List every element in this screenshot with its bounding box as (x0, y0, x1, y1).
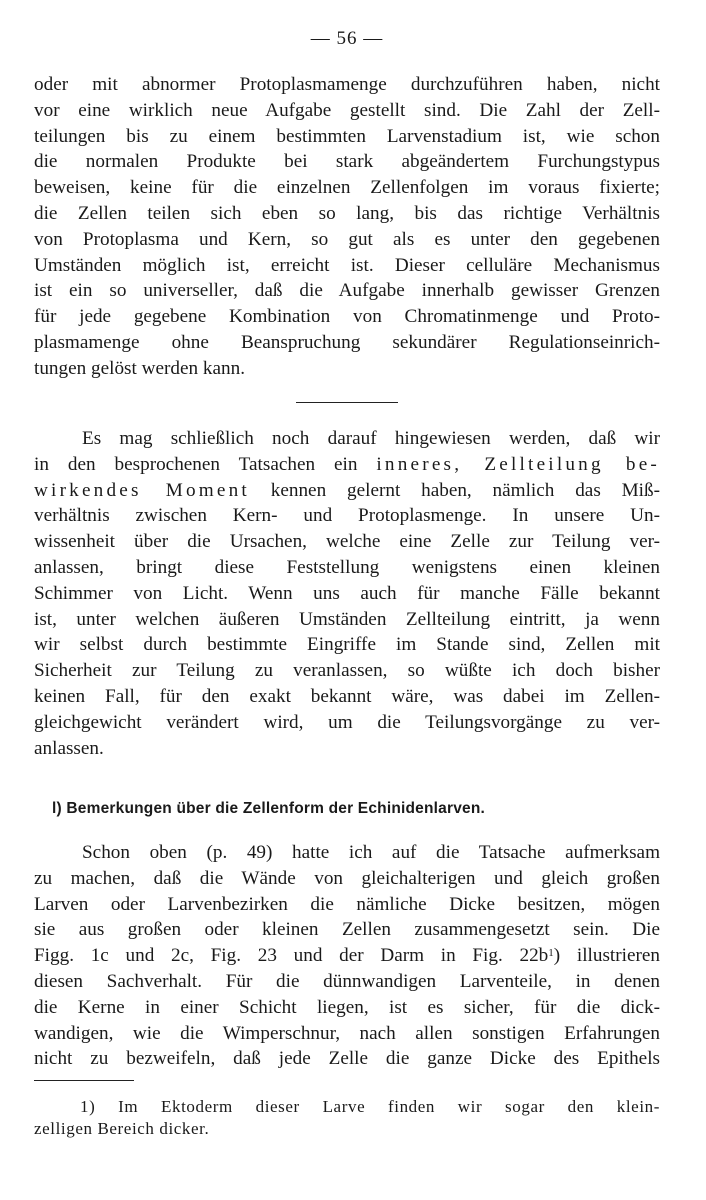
text-line: tungen gelöst werden kann. (34, 357, 246, 379)
text-line: die normalen Produkte bei stark abgeändertem Furchungstypus (34, 151, 660, 173)
footnote-line: zelligen Bereich dicker. (34, 1119, 210, 1138)
footnote-marker: 1 (548, 947, 554, 960)
text-line: Sicherheit zur Teilung zu veranlassen, so wüßte ich doch bisher (34, 660, 660, 682)
text-line: anlassen, bringt diese Feststellung wenigstens einen kleinen (34, 556, 660, 578)
footnote-line: 1) Im Ektoderm dieser Larve finden wir sogar den klein- (80, 1097, 660, 1116)
paragraph-cell-form (34, 840, 660, 1072)
text-fragment: kennen gelernt haben, nämlich das Miß- (249, 479, 660, 501)
footnote (34, 1096, 660, 1140)
text-line: Schimmer von Licht. Wenn uns auch für manche Fälle bekannt (34, 582, 660, 604)
page-number: — 56 — (310, 28, 384, 49)
text-fragment: Figg. 1c und 2c, Fig. 23 und der Darm in Fig. 22b (34, 945, 549, 967)
text-line: gleichgewicht verändert wird, um die Teilungsvorgänge zu ver- (34, 711, 660, 733)
text-line: für jede gegebene Kombination von Chromatinmenge und Proto- (34, 306, 660, 328)
section-divider-rule (296, 402, 398, 403)
text-line (34, 452, 660, 478)
text-line: wandigen, wie die Wimperschnur, nach allen sonstigen Erfahrungen (34, 1022, 660, 1044)
text-line: teilungen bis zu einem bestimmten Larvenstadium ist, wie schon (34, 125, 660, 147)
text-line: anlassen. (34, 737, 104, 759)
text-line: die Kerne in einer Schicht liegen, ist es sicher, für die dick- (34, 996, 660, 1018)
text-line: verhältnis zwischen Kern- und Protoplasmenge. In unsere Un- (34, 505, 660, 527)
paragraph-protoplasm (34, 72, 660, 382)
emphasized-text: inneres, Zellteilung be- (376, 453, 661, 475)
text-line: Es mag schließlich noch darauf hingewiesen werden, daß wir (82, 428, 660, 449)
text-line: keinen Fall, für den exakt bekannt wäre, was dabei im Zellen- (34, 685, 660, 707)
text-line: zu machen, daß die Wände von gleichalterigen und gleich großen (34, 867, 660, 889)
text-line: von Protoplasma und Kern, so gut als es unter den gegebenen (34, 228, 660, 250)
text-line: vor eine wirklich neue Aufgabe gestellt sind. Die Zahl der Zell- (34, 99, 660, 121)
text-line: Umständen möglich ist, erreicht ist. Dieser celluläre Mechanismus (34, 254, 660, 276)
text-fragment: ) illustrieren (553, 945, 661, 967)
text-line (34, 943, 660, 969)
section-heading: l) Bemerkungen über die Zellenform der Echinidenlarven. (52, 800, 486, 817)
text-line: nicht zu bezweifeln, daß jede Zelle die ganze Dicke des Epithels (34, 1048, 660, 1070)
text-line: diesen Sachverhalt. Für die dünnwandigen Larventeile, in denen (34, 970, 660, 992)
text-fragment: in den besprochenen Tatsachen ein (34, 453, 377, 475)
text-line: beweisen, keine für die einzelnen Zellenfolgen im voraus fixierte; (34, 177, 660, 199)
text-line: oder mit abnormer Protoplasmamenge durchzuführen haben, nicht (34, 74, 660, 95)
text-line: Schon oben (p. 49) hatte ich auf die Tatsache aufmerksam (82, 842, 660, 863)
text-line: sie aus großen oder kleinen Zellen zusammengesetzt sein. Die (34, 919, 660, 941)
text-line: ist, unter welchen äußeren Umständen Zellteilung eintritt, ja wenn (34, 608, 660, 630)
text-line: die Zellen teilen sich eben so lang, bis das richtige Verhältnis (34, 202, 660, 224)
footnote-rule (34, 1080, 134, 1081)
text-line: wir selbst durch bestimmte Eingriffe im Stande sind, Zellen mit (34, 634, 660, 656)
emphasized-text: wirkendes Moment (34, 479, 250, 501)
text-line (34, 478, 660, 504)
text-line: plasmamenge ohne Beanspruchung sekundärer Regulationseinrich- (34, 331, 660, 353)
text-line: ist ein so universeller, daß die Aufgabe innerhalb gewisser Grenzen (34, 280, 660, 302)
text-line: Larven oder Larvenbezirken die nämliche Dicke besitzen, mögen (34, 893, 660, 915)
paragraph-cell-division (34, 426, 660, 761)
text-line: wissenheit über die Ursachen, welche eine Zelle zur Teilung ver- (34, 531, 660, 553)
